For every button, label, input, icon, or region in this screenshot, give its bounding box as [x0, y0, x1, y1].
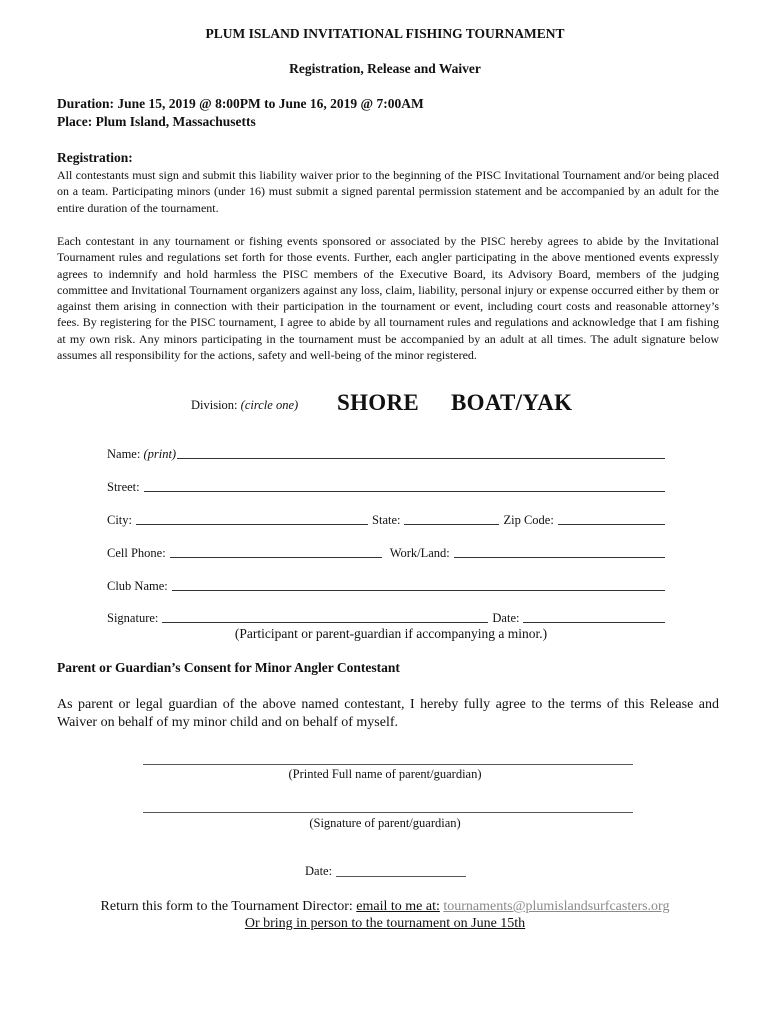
- email-link[interactable]: tournaments@plumislandsurfcasters.org: [443, 899, 670, 914]
- club-name-label: Club Name:: [107, 579, 168, 593]
- duration-text: Duration: June 15, 2019 @ 8:00PM to June 16, 2019 @ 7:00AM: [57, 96, 424, 111]
- registration-heading: Registration:: [57, 150, 133, 165]
- name-input[interactable]: [177, 446, 665, 459]
- document-title: PLUM ISLAND INVITATIONAL FISHING TOURNAMENT: [205, 26, 565, 41]
- place-text: Place: Plum Island, Massachusetts: [57, 114, 256, 129]
- club-row: [107, 574, 669, 594]
- work-phone-label: Work/Land:: [389, 546, 450, 560]
- street-input[interactable]: [144, 479, 665, 492]
- email-prompt: email to me at:: [356, 899, 440, 914]
- work-phone-input[interactable]: [454, 545, 665, 558]
- city-state-zip-row: [107, 508, 669, 528]
- in-person-note: [0, 916, 770, 932]
- zip-label: Zip Code:: [503, 513, 554, 527]
- name-label: Name:: [107, 447, 141, 461]
- date-input[interactable]: [523, 610, 665, 623]
- signature-label: Signature:: [107, 611, 159, 625]
- guardian-printed-name-input[interactable]: [143, 764, 633, 765]
- return-prefix: Return this form to the Tournament Director:: [100, 899, 353, 914]
- name-field-row: [107, 442, 669, 462]
- zip-input[interactable]: [558, 512, 665, 525]
- consent-heading: Parent or Guardian’s Consent for Minor Angler Contestant: [57, 660, 400, 675]
- street-field-row: [107, 475, 669, 495]
- city-label: City:: [107, 513, 133, 527]
- signature-row: [107, 606, 669, 626]
- signature-input[interactable]: [162, 610, 488, 623]
- guardian-date-row: [305, 864, 466, 879]
- guardian-printed-name-caption: (Printed Full name of parent/guardian): [288, 767, 482, 781]
- phone-row: [107, 541, 669, 561]
- guardian-signature-input[interactable]: [143, 812, 633, 813]
- division-option-boat-yak[interactable]: BOAT/YAK: [451, 390, 573, 415]
- consent-text: As parent or legal guardian of the above named contestant, I hereby fully agree to the terms of this Release and Waiver on behalf of my minor child and on behalf of myself.: [57, 697, 719, 730]
- cell-phone-input[interactable]: [170, 545, 382, 558]
- state-input[interactable]: [404, 512, 499, 525]
- in-person-text: Or bring in person to the tournament on June 15th: [244, 916, 526, 931]
- city-input[interactable]: [136, 512, 368, 525]
- division-selector: [191, 390, 573, 415]
- guardian-date-label: Date:: [305, 864, 333, 878]
- date-label: Date:: [492, 611, 520, 625]
- return-instructions: [0, 899, 770, 915]
- division-option-shore[interactable]: SHORE: [337, 390, 420, 415]
- name-hint: (print): [143, 447, 177, 461]
- guardian-signature-caption: (Signature of parent/guardian): [309, 816, 461, 830]
- signature-note: (Participant or parent-guardian if accompanying a minor.): [234, 626, 548, 641]
- street-label: Street:: [107, 480, 140, 494]
- state-label: State:: [372, 513, 401, 527]
- club-name-input[interactable]: [172, 578, 665, 591]
- cell-phone-label: Cell Phone:: [107, 546, 166, 560]
- division-label: Division:: [191, 398, 238, 412]
- guardian-date-input[interactable]: [336, 864, 466, 877]
- registration-paragraph-1: All contestants must sign and submit this liability waiver prior to the beginning of the PISC Invitational Tournament and/or being placed on a team. Participating minors (under 16) must submit a signed parental permission statement and be accompanied by an adult for the entire duration of the tournament.: [57, 168, 719, 215]
- document-subtitle: Registration, Release and Waiver: [289, 61, 481, 76]
- division-hint: (circle one): [240, 398, 299, 412]
- registration-paragraph-2: Each contestant in any tournament or fishing events sponsored or associated by the PISC hereby agrees to abide by the Invitational Tournament rules and regulations set forth for those events. Further, each angler participating in the above mentioned events expressly agrees to indemnify and hold harmless the PISC members of the Executive Board, its Advisory Board, members of the judging committee and Invitational Tournament organizers against any loss, claim, liability, personal injury or expense occurred either by them or against them arising in connection with their participation in the tournament or event, including court costs and reasonable attorney’s fees. By registering for the PISC tournament, I agree to abide by all tournament rules and regulations and acknowledge that I am fishing at my own risk. Any minors participating in the tournament must be accompanied by an adult at all times. The adult signature below assumes all responsibility for the actions, safety and well-being of the minor registered.: [57, 234, 719, 363]
